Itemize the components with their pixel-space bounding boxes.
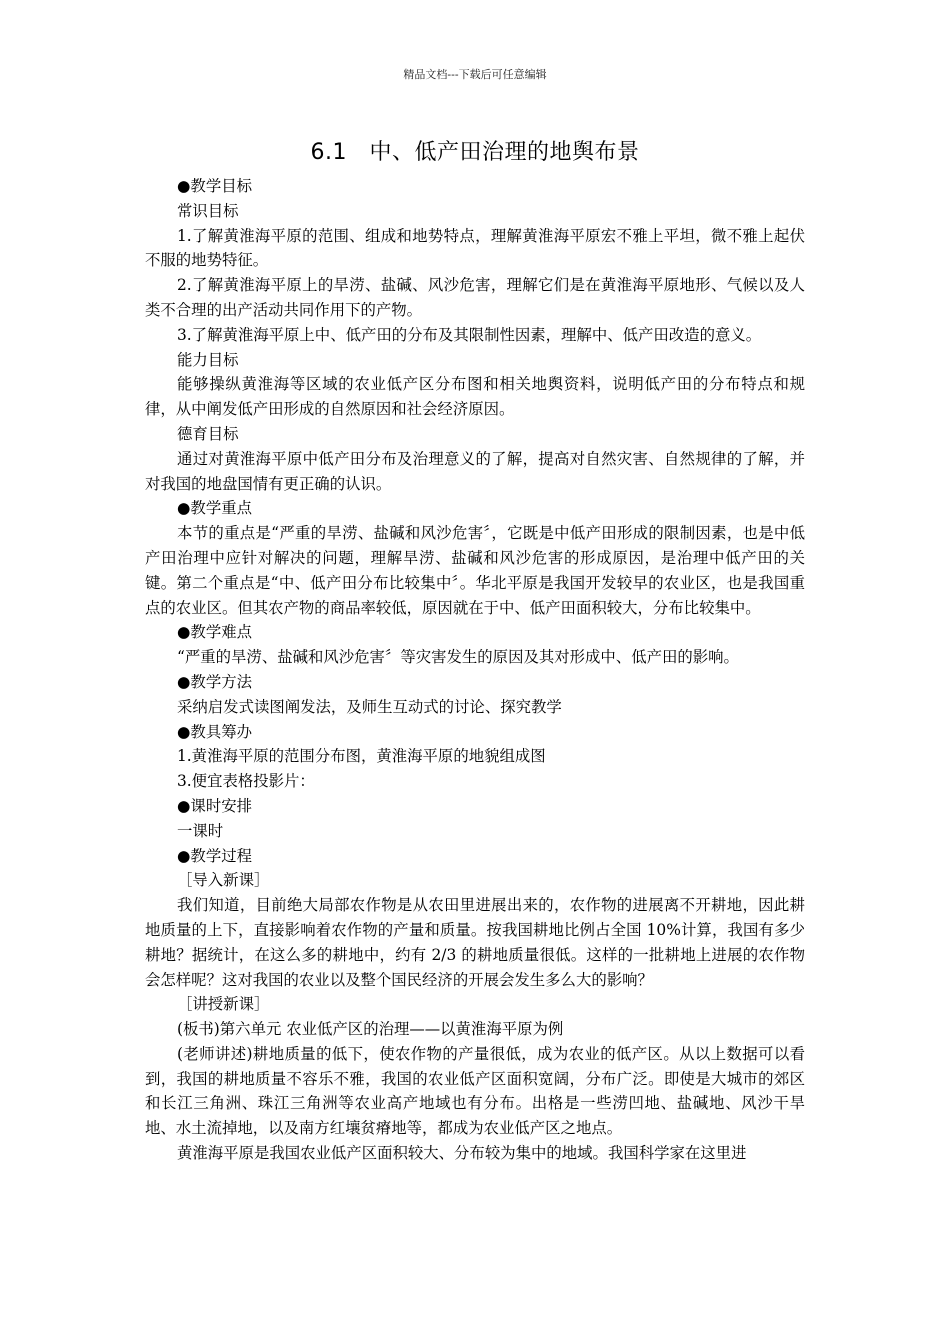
paragraph: 本节的重点是“严重的旱涝、盐碱和风沙危害〞，它既是中低产田形成的限制因素，也是中低产田治理中应针对解决的问题，理解旱涝、盐碱和风沙危害的形成原因，是治理中低产田的关键。第二个重点是“中、低产田分布比较集中〞。华北平原是我国开发较早的农业区，也是我国重点的农业区。但其农产物的商品率较低，原因就在于中、低产田面积较大，分布比较集中。	[145, 524, 805, 617]
subheading-new-lesson: ［讲授新课］	[177, 995, 270, 1014]
paragraph: 一课时	[177, 821, 224, 840]
paragraph: (老师讲述)耕地质量的低下，使农作物的产量很低，成为农业的低产区。从以上数据可以看到，我国的耕地质量不容乐不雅，我国的农业低产区面积宽阔，分布广泛。即使是大城市的郊区和长江三角洲、珠江三角洲等农业高产地域也有分布。出格是一些涝凹地、盐碱地、风沙干旱地、水土流掉地，以及南方红壤贫瘠地等，都成为农业低产区之地点。	[145, 1044, 805, 1138]
paragraph: 2.了解黄淮海平原上的旱涝、盐碱、风沙危害，理解它们是在黄淮海平原地形、气候以及人类不合理的出产活动共同作用下的产物。	[145, 276, 805, 319]
paragraph: (板书)第六单元 农业低产区的治理——以黄淮海平原为例	[177, 1020, 564, 1039]
heading-process: ●教学过程	[177, 846, 252, 865]
page-header: 精品文档---下载后可任意编辑	[403, 68, 547, 81]
heading-teaching-aids: ●教具筹办	[177, 722, 252, 741]
paragraph: “严重的旱涝、盐碱和风沙危害〞等灾害发生的原因及其对形成中、低产田的影响。	[177, 648, 739, 667]
paragraph: 黄淮海平原是我国农业低产区面积较大、分布较为集中的地域。我国科学家在这里进	[177, 1144, 747, 1163]
paragraph: 3.便宜表格投影片：	[177, 772, 315, 791]
paragraph: 采纳启发式读图阐发法，及师生互动式的讨论、探究教学	[177, 697, 562, 716]
paragraph: 通过对黄淮海平原中低产田分布及治理意义的了解，提高对自然灾害、自然规律的了解，并对我国的地盘国情有更正确的认识。	[145, 449, 805, 493]
paragraph: 能够操纵黄淮海等区域的农业低产区分布图和相关地舆资料，说明低产田的分布特点和规律，从中阐发低产田形成的自然原因和社会经济原因。	[145, 375, 805, 419]
paragraph: 我们知道，目前绝大局部农作物是从农田里进展出来的，农作物的进展离不开耕地，因此耕地质量的上下，直接影响着农作物的产量和质量。按我国耕地比例占全国 10%计算，我国有多少耕地？据统计，在这么多的耕地中，约有 2/3 的耕地质量很低。这样的一批耕地上进展的农作物会怎样呢？这对我国的农业以及整个国民经济的开展会发生多么大的影响？	[145, 896, 805, 989]
subheading-moral-goals: 德育目标	[177, 424, 239, 443]
heading-schedule: ●课时安排	[177, 796, 252, 815]
paragraph: 1.了解黄淮海平原的范围、组成和地势特点，理解黄淮海平原宏不雅上平坦，微不雅上起伏不服的地势特征。	[145, 226, 805, 270]
paragraph: 1.黄淮海平原的范围分布图，黄淮海平原的地貌组成图	[177, 747, 546, 766]
subheading-knowledge-goals: 常识目标	[177, 201, 239, 220]
document-title: 6.1 中、低产田治理的地舆布景	[310, 140, 640, 165]
heading-key-points: ●教学重点	[177, 499, 252, 518]
subheading-ability-goals: 能力目标	[177, 350, 239, 369]
heading-difficulties: ●教学难点	[177, 623, 252, 642]
heading-teaching-goals: ●教学目标	[177, 177, 252, 195]
subheading-intro: ［导入新课］	[177, 871, 270, 890]
heading-methods: ●教学方法	[177, 672, 252, 691]
paragraph: 3.了解黄淮海平原上中、低产田的分布及其限制性因素，理解中、低产田改造的意义。	[177, 325, 762, 344]
document-body	[145, 174, 805, 1166]
